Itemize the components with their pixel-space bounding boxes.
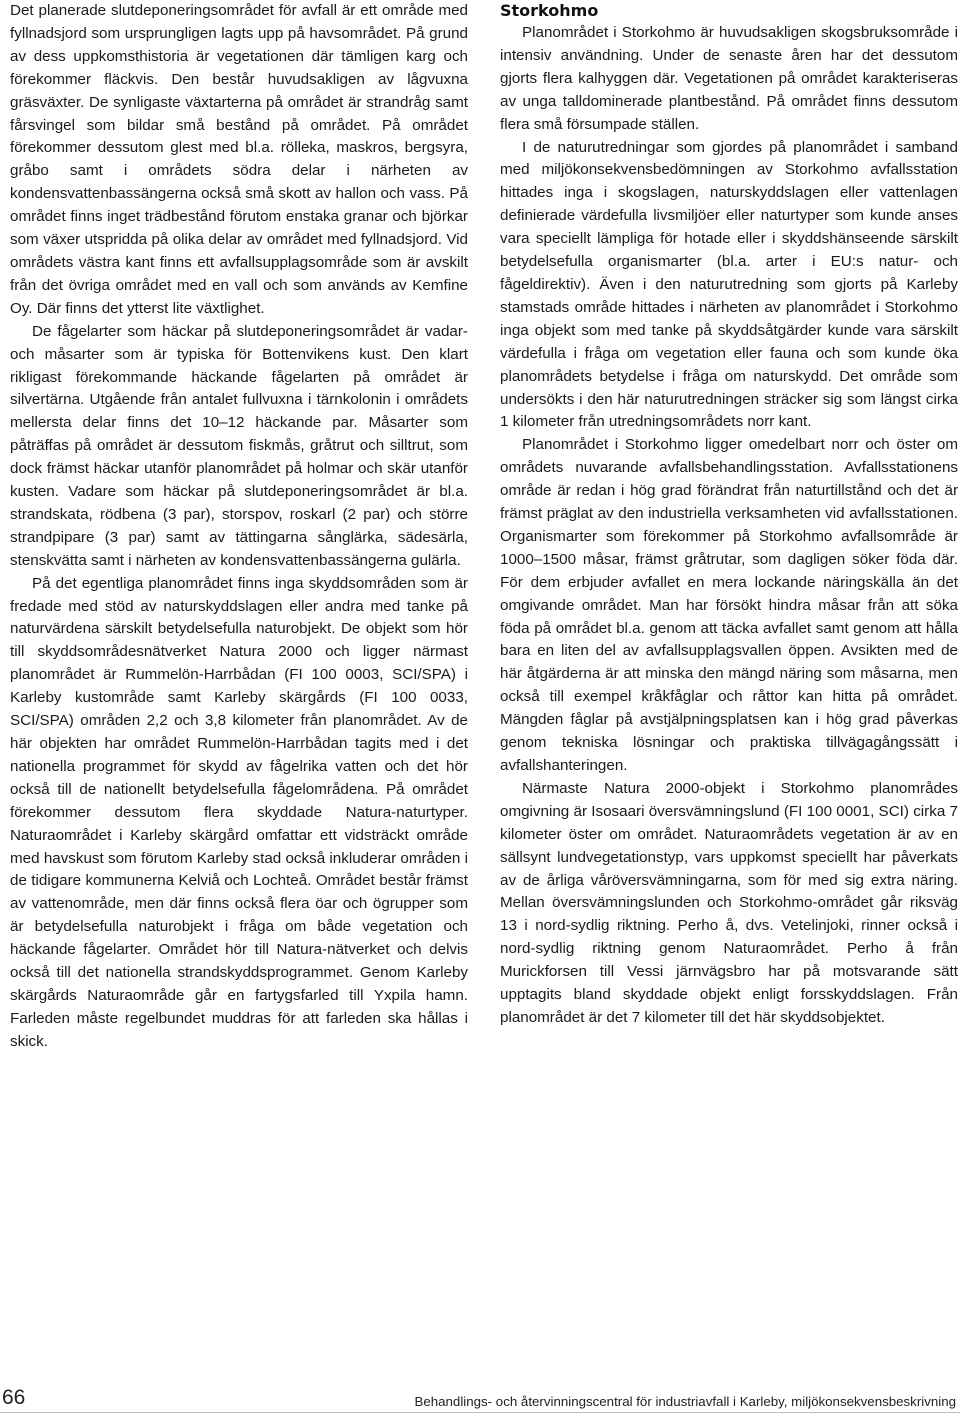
running-footer: Behandlings- och återvinningscentral för industriavfall i Karleby, miljökonsekvensbeskrivning [414,1394,956,1409]
body-paragraph: Det planerade slutdeponeringsområdet för avfall är ett område med fyllnadsjord som ursprungligen lagts upp på havsområdet. På grund av dess uppkomsthistoria är vegetationen där tämligen karg och förekommer fläckvis. Den består huvudsakligen av lågvuxna gräsväxter. De synligaste växtarterna på området är strandråg samt fårsvingel som bildar små bestånd på området. På området förekommer dessutom glest med bl.a. rölleka, maskros, bergsyra, gråbo samt i områdets södra delar i närheten av kondensvattenbassängerna också små skott av hallon och vass. På området finns inget trädbestånd förutom enstaka granar och björkar som växer utspridda på olika delar av området med fyllnadsjord. Vid områdets västra kant finns ett avfallsupplagsområde som är avskilt från det övriga området med en vall och som används av Kemfine Oy. Där finns det ytterst lite växtlighet. [10,2,468,317]
left-column [10,0,468,1054]
body-paragraph: Närmaste Natura 2000-objekt i Storkohmo planområdes omgivning är Isosaari översvämningslund (FI 100 0001, SCI) cirka 7 kilometer öster om området. Naturaområdets vegetation är av en sällsynt lundvegetationstyp, vars uppkomst speciellt har påverkats av de årliga våröversvämningarna, som för med sig extra näring. Mellan översvämningslunden och Storkohmo-området går riksväg 13 i nord-sydlig riktning. Perho å, dvs. Vetelinjoki, rinner också i nord-sydlig riktning genom Naturaområdet. Perho å från Murickforsen till Vessi järnvägsbro har på motsvarande sätt upptagits bland skyddade objekt enligt forsskyddslagen. Från planområdet är det 7 kilometer till det här skyddsobjektet. [500,779,958,1026]
section-heading: Storkohmo [500,1,599,20]
body-paragraph: I de naturutredningar som gjordes på planområdet i samband med miljökonsekvensbedömningen av Storkohmo avfallsstation hittades inga i skogslagen, naturskyddslagen eller vattenlagen definierade värdefulla livsmiljöer eller naturtyper som kunde anses vara speciellt lämpliga för hotade eller i skyddshänseende särskilt betydelsefulla organismarter (bl.a. arter i EU:s natur- och fågeldirektiv). Även i den naturutredning som gjorts på Karleby stamstads område hittades i närheten av planområdet i Storkohmo inga objekt som med tanke på skyddsåtgärder kunde vara särskilt värdefulla i fråga om vegetation eller fauna och som kunde öka planområdets betydelse i fråga om naturskydd. Det område som undersökts i den här naturutredningen sträcker sig som längst cirka 1 kilometer från utredningsområdets norr kant. [500,138,958,431]
right-column [500,0,958,1030]
body-paragraph: Planområdet i Storkohmo är huvudsakligen skogsbruksområde i intensiv användning. Under de senaste åren har det dessutom gjorts flera kalhyggen där. Vegetationen på området karakteriseras av unga talldominerade plantbestånd. På området finns dessutom flera små försumpade ställen. [500,24,958,133]
body-paragraph: De fågelarter som häckar på slutdeponeringsområdet är vadar- och måsarter som är typiska för Bottenvikens kust. Den klart rikligast förekommande häckande fågelarten på området är silvertärna. Utgående från antalet fullvuxna i tärnkolonin i områdets mellersta delar finns det 10–12 häckande par. Måsarter som påträffas på området är dessutom fiskmås, gråtrut och silltrut, som dock främst häckar utanför planområdet på holmar och skär utanför kusten. Vadare som häckar på slutdeponeringsområdet är bl.a. strandskata, rödbena (3 par), storspov, roskarl (2 par) och större strandpipare (3 par) samt av tättingarna sånglärka, sädesärla, stenskvätta samt i närheten av kondensvattenbassängerna gulärla. [10,322,468,569]
body-paragraph: På det egentliga planområdet finns inga skyddsområden som är fredade med stöd av naturskyddslagen eller andra med tanke på naturvärdena särskilt betydelsefulla naturobjekt. De objekt som hör till skyddsområdesnätverket Natura 2000 och ligger närmast planområdet är Rummelön-Harrbådan (FI 100 0003, SCI/SPA) i Karleby kustområde samt Karleby skärgårds (FI 100 0033, SCI/SPA) områden 2,2 och 3,8 kilometer från planområdet. Av de här objekten har området Rummelön-Harrbådan tagits med i det nationella programmet för skydd av fågelrika vatten och det hör också till de nationellt betydelsefulla fågelområdena. På området förekommer dessutom flera skyddade Natura-naturtyper. Naturaområdet i Karleby skärgård omfattar ett vidsträckt område med havskust som förutom Karleby stad också inkluderar områden i de tidigare kommunerna Kelviå och Lochteå. Området består främst av vattenområde, men där finns också flera öar och ögrupper som är betydelsefulla naturobjekt i fråga om både vegetation och häckande fågelarter. Området hör till Natura-nätverket och delvis också till det nationella strandskyddsprogrammet. Genom Karleby skärgårds Naturaområde går en fartygsfarled till Yxpila hamn. Farleden måste regelbundet muddras för att farleden ska hållas i skick. [10,574,468,1050]
body-paragraph: Planområdet i Storkohmo ligger omedelbart norr och öster om områdets nuvarande avfallsbehandlingsstation. Avfallsstationens område är redan i hög grad förändrat från naturtillstånd och det är främst präglat av den industriella verksamheten vid avfallsstationen. Organismarter som förekommer på Storkohmo avfallsområde är 1000–1500 måsar, främst gråtrutar, som dagligen söker föda där. För dem erbjuder avfallet en mera lockande näringskälla än det omgivande området. Man har försökt hindra måsar från att söka föda på området bl.a. genom att täcka avfallet samt genom att hålla bara en liten del av avfallsupplagsvallen öppen. Avsikten med de här åtgärderna är att minska den mängd näring som måsarna, men också till exempel kråkfåglar och råttor kan hitta på området. Mängden fåglar på avstjälpningsplatsen kan i hög grad påverkas genom tekniska lösningar och praktiska tillvägagångssätt i avfallshanteringen. [500,436,958,774]
footer-divider [0,1412,960,1413]
page-number: 66 [2,1386,26,1409]
